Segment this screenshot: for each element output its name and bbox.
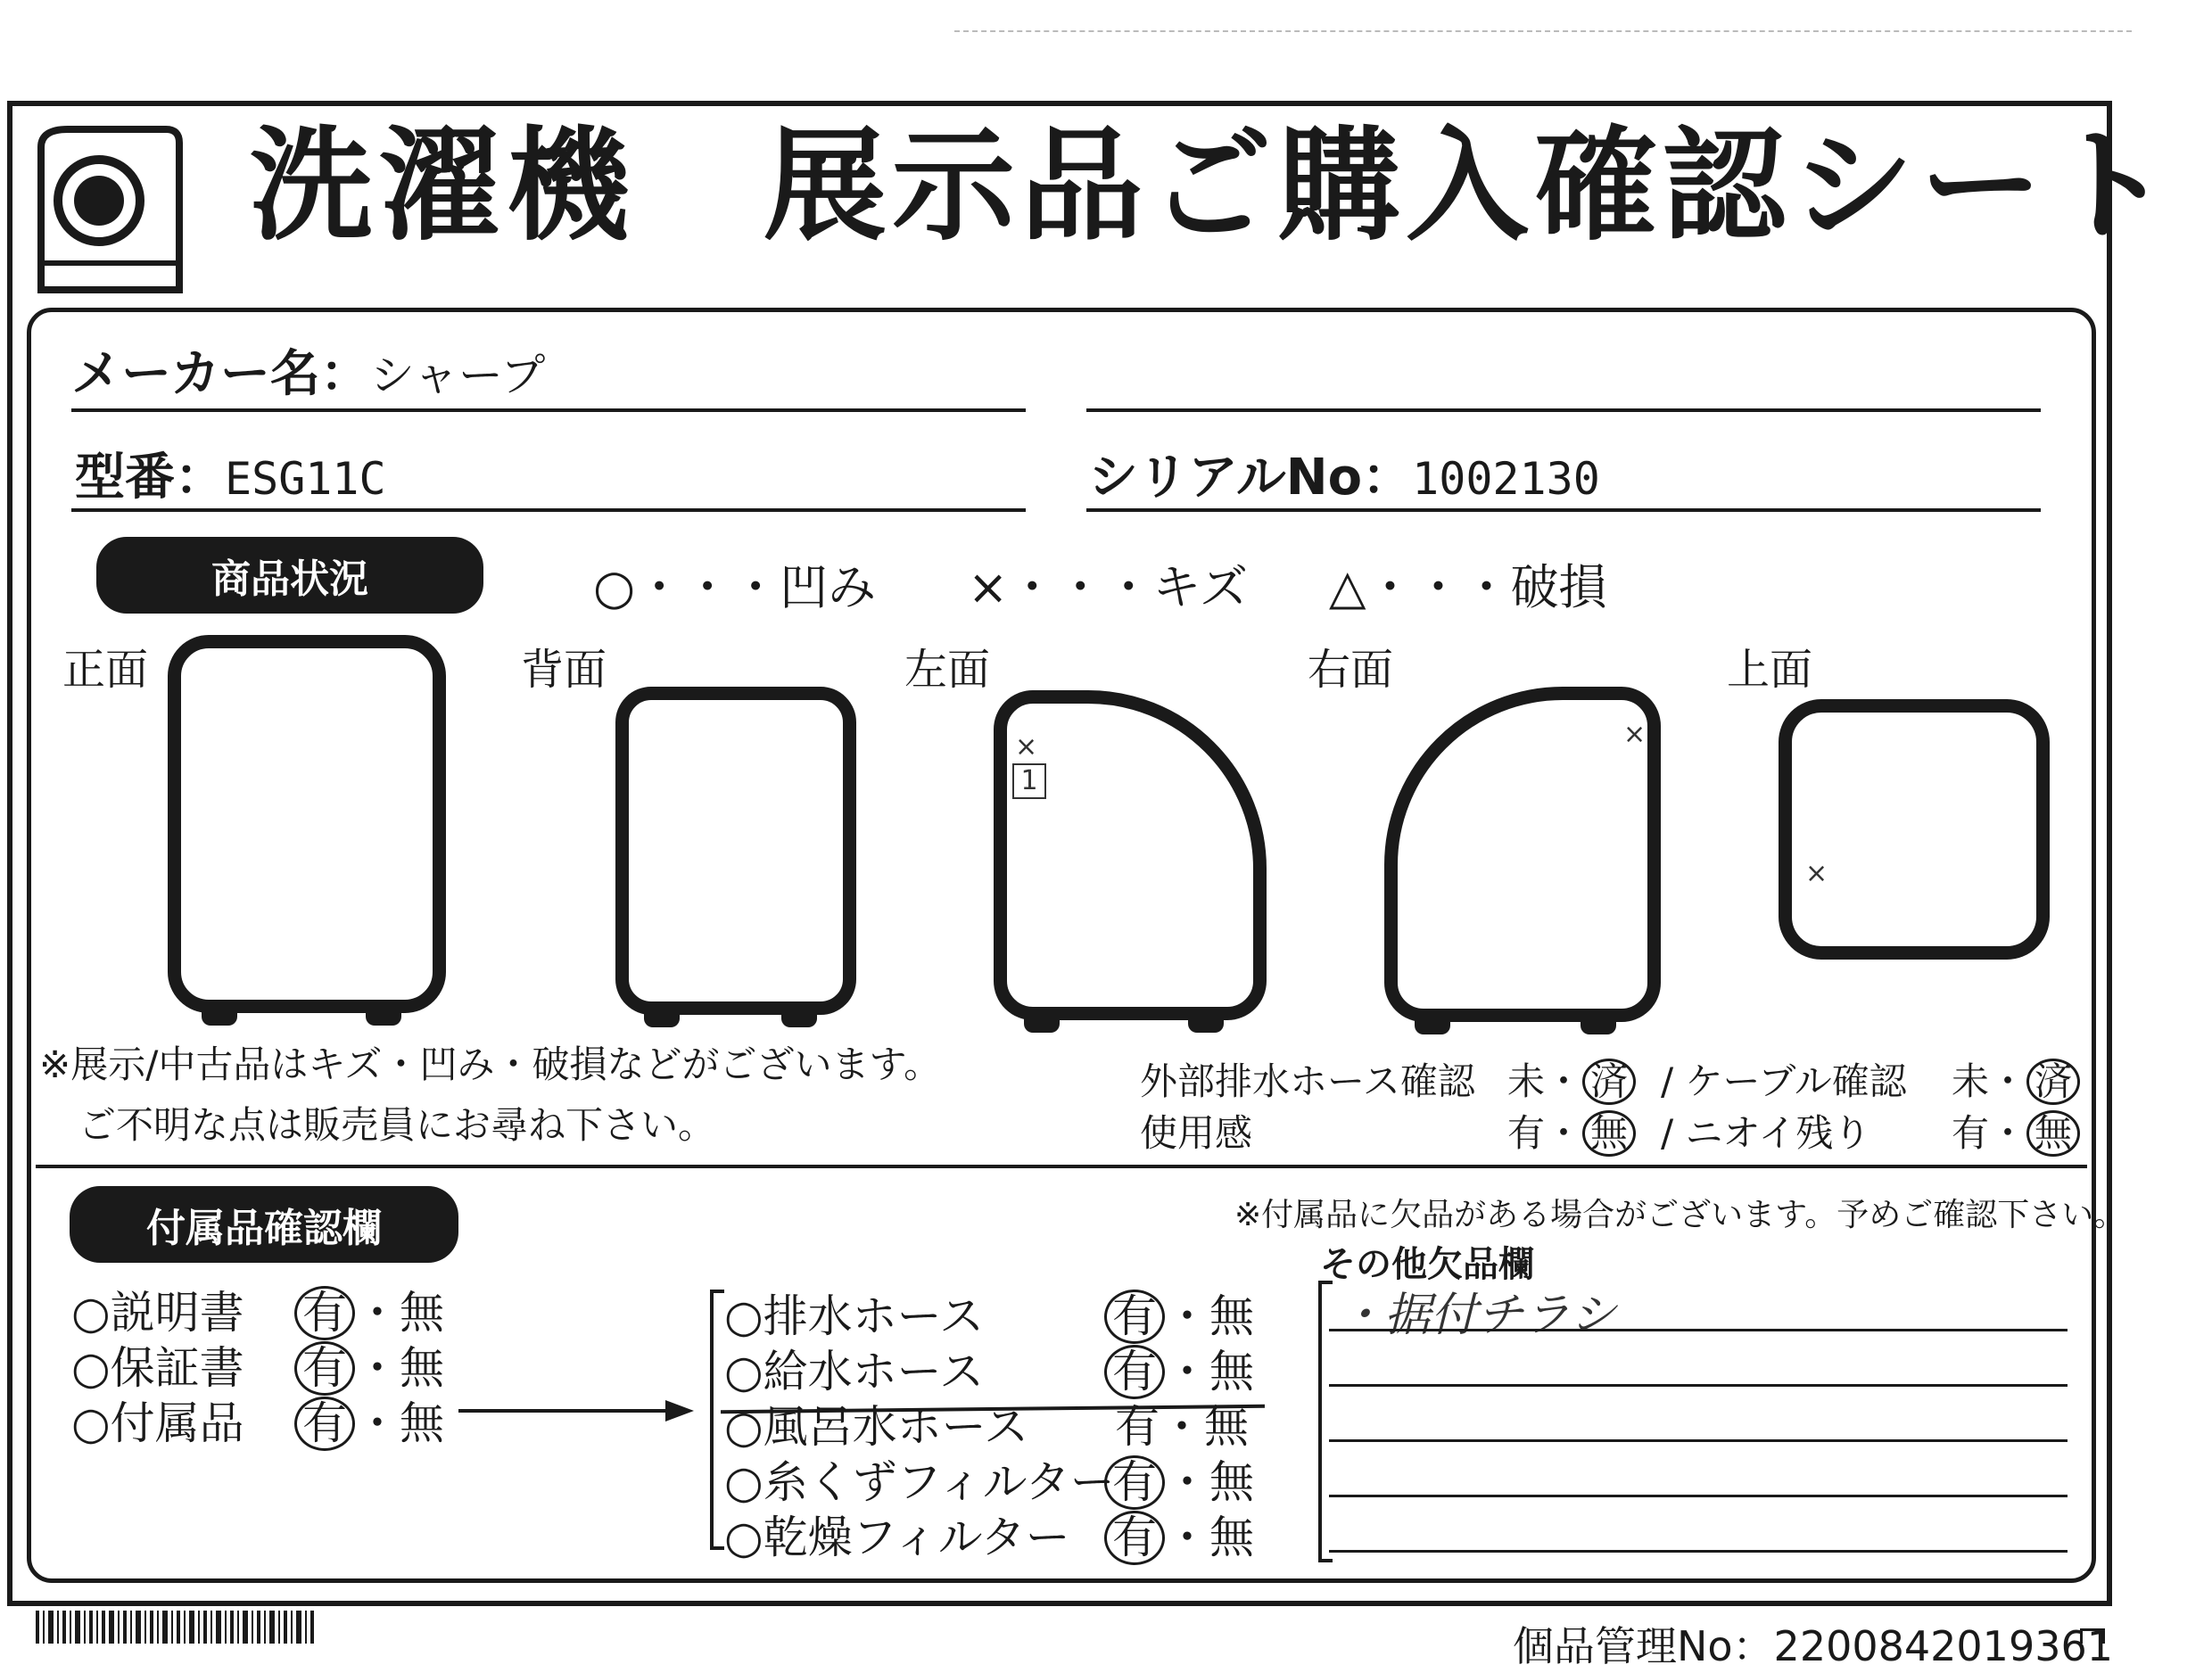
view-label-top: 上面 <box>1727 645 1813 695</box>
option-no: 無 <box>1209 1290 1254 1342</box>
serial-label: シリアルNo： <box>1088 449 1413 507</box>
option-yes-circled: 有 <box>1104 1290 1165 1344</box>
item-control-number: 個品管理No：2200842019361 <box>1513 1622 2114 1670</box>
option-yes: 有 <box>1507 1111 1546 1155</box>
acc-lint-filter-label: ○糸くずフィルター <box>724 1456 1115 1508</box>
blank-underline <box>1086 408 2041 412</box>
option-yes-circled: 有 <box>294 1341 355 1396</box>
option-no-circled: 無 <box>1582 1110 1636 1157</box>
section-divider <box>36 1165 2087 1168</box>
acc-drain-hose-options: 有 ・無 <box>1104 1281 1254 1345</box>
check-odor-label: ニオイ残り <box>1685 1111 1871 1155</box>
left-foot-right <box>1188 1018 1224 1033</box>
acc-supply-hose-options: 有 ・無 <box>1104 1336 1254 1400</box>
missing-items-header: その他欠品欄 <box>1320 1244 1534 1285</box>
check-row-2 <box>1140 1104 1252 1158</box>
right-foot-right <box>1581 1020 1616 1034</box>
left-scratch-mark: × <box>1015 731 1038 762</box>
option-no: 無 <box>1204 1401 1249 1453</box>
acc-parts <box>71 1388 244 1452</box>
top-dashed-line <box>954 30 2132 32</box>
check-odor-options: 有・ 無 <box>1952 1104 2080 1158</box>
check-row-1 <box>1140 1052 1475 1106</box>
arrow-right-icon <box>455 1393 696 1429</box>
checkbox-icon <box>2080 1628 2105 1644</box>
legend-scratch: ×・・・キズ <box>968 559 1249 615</box>
option-yes-circled: 有 <box>294 1397 355 1451</box>
acc-manual-label: ○説明書 <box>71 1287 244 1339</box>
acc-supply-hose-label: ○給水ホース <box>724 1346 985 1397</box>
option-no: 無 <box>1209 1456 1254 1508</box>
missing-handwritten: ・据付チラシ <box>1338 1289 1617 1342</box>
missing-line-2 <box>1329 1384 2068 1387</box>
option-yes-circled: 有 <box>1104 1511 1165 1565</box>
acc-lint-filter-options: 有 ・無 <box>1104 1446 1254 1511</box>
view-label-right: 右面 <box>1308 645 1394 695</box>
acc-dry-filter <box>724 1502 1070 1566</box>
check-odor: / ニオイ残り <box>1661 1111 1871 1155</box>
accessories-header: 付属品確認欄 <box>70 1186 458 1263</box>
acc-parts-options: 有 ・無 <box>294 1388 444 1452</box>
top-scratch-mark: × <box>1805 858 1828 889</box>
back-foot-right <box>781 1013 817 1027</box>
serial-field <box>1088 449 1600 507</box>
acc-warranty-label: ○保証書 <box>71 1342 244 1394</box>
model-value: ESG11C <box>225 453 386 505</box>
missing-line-4 <box>1329 1495 2068 1497</box>
view-label-left: 左面 <box>904 645 991 695</box>
option-yes: 有 <box>1115 1401 1160 1453</box>
top-view-shape <box>1779 699 2050 960</box>
acc-bath-hose-options: 有・無 <box>1115 1401 1249 1453</box>
legend-dent: ○・・・凹み <box>593 559 877 615</box>
missing-line-5 <box>1329 1550 2068 1553</box>
legend-damage: △・・・破損 <box>1329 559 1607 615</box>
front-foot-left <box>202 1011 237 1026</box>
right-scratch-mark: × <box>1623 719 1647 750</box>
check-usage-label: 使用感 <box>1140 1111 1253 1155</box>
maker-label: メーカー名： <box>71 345 370 403</box>
option-no-circled: 無 <box>2026 1110 2080 1157</box>
page-title: 洗濯機 展示品ご購入確認シート <box>250 114 2177 258</box>
acc-warranty-options: 有 ・無 <box>294 1332 444 1397</box>
acc-dry-filter-options: 有 ・無 <box>1104 1502 1254 1566</box>
missing-line-3 <box>1329 1439 2068 1442</box>
maker-value: シャープ <box>369 350 546 401</box>
condition-header: 商品状況 <box>96 537 483 614</box>
check-drain-options: 未・ 済 <box>1507 1052 1636 1106</box>
maker-underline <box>71 408 1026 412</box>
option-no: 無 <box>400 1397 444 1449</box>
acc-dry-filter-label: ○乾燥フィルター <box>724 1512 1070 1563</box>
view-label-back: 背面 <box>521 645 607 695</box>
option-yes-circled: 有 <box>1104 1455 1165 1510</box>
serial-underline <box>1086 508 2041 512</box>
acc-parts-label: ○付属品 <box>71 1397 244 1449</box>
check-usage-options: 有・ 無 <box>1507 1104 1636 1158</box>
acc-bath-hose-label: ○風呂水ホース <box>724 1401 1029 1453</box>
option-yes-circled: 有 <box>1104 1345 1165 1399</box>
barcode-icon <box>36 1611 321 1644</box>
note-line-1: ※展示/中古品はキズ・凹み・破損などがございます。 <box>39 1043 942 1086</box>
option-done-circled: 済 <box>1582 1059 1636 1105</box>
left-foot-left <box>1024 1018 1060 1033</box>
option-no: 無 <box>1209 1346 1254 1397</box>
option-not-done: 未 <box>1507 1059 1546 1103</box>
acc-drain-hose-label: ○排水ホース <box>724 1290 985 1342</box>
option-yes-circled: 有 <box>294 1286 355 1340</box>
left-damage-box: 1 <box>1012 763 1046 799</box>
model-underline <box>71 508 1026 512</box>
missing-bracket-icon <box>1316 1279 1334 1564</box>
view-label-front: 正面 <box>62 645 149 695</box>
front-view-shape <box>168 635 446 1013</box>
check-drain-label: 外部排水ホース確認 <box>1140 1059 1475 1103</box>
option-no: 無 <box>400 1342 444 1394</box>
accessories-note: ※付属品に欠品がある場合がございます。予めご確認下さい。 <box>1234 1197 2126 1233</box>
option-no: 無 <box>400 1287 444 1339</box>
model-field <box>75 449 386 507</box>
front-foot-right <box>366 1011 401 1026</box>
option-no: 無 <box>1209 1512 1254 1563</box>
option-yes: 有 <box>1952 1111 1990 1155</box>
check-cable-options: 未・ 済 <box>1952 1052 2080 1106</box>
option-not-done: 未 <box>1952 1059 1990 1103</box>
note-line-2: ご不明な点は販売員にお尋ね下さい。 <box>78 1103 716 1147</box>
model-label: 型番： <box>75 449 225 507</box>
serial-value: 1002130 <box>1412 453 1600 505</box>
check-cable: / ケーブル確認 <box>1661 1059 1907 1103</box>
washing-machine-icon <box>32 120 184 299</box>
right-foot-left <box>1415 1020 1450 1034</box>
back-foot-left <box>644 1013 680 1027</box>
check-cable-label: ケーブル確認 <box>1685 1059 1907 1103</box>
maker-field <box>71 345 546 403</box>
option-done-circled: 済 <box>2026 1059 2080 1105</box>
bracket-icon <box>708 1288 726 1552</box>
missing-line-1 <box>1329 1329 2068 1331</box>
back-view-shape <box>615 687 856 1015</box>
acc-manual-options: 有 ・無 <box>294 1277 444 1341</box>
